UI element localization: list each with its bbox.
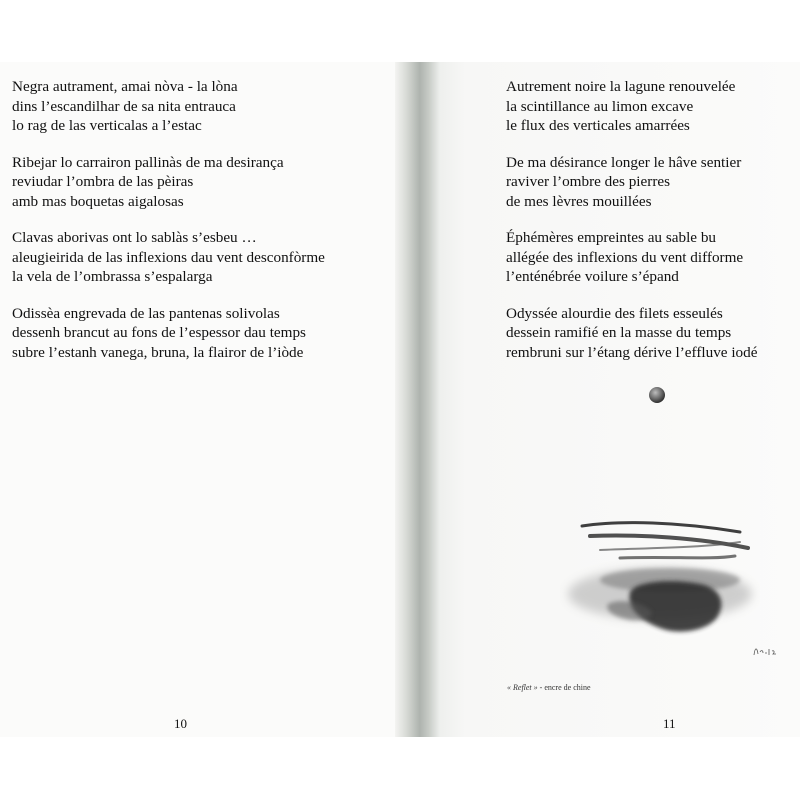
stanza (12, 77, 392, 136)
poem-line: Clavas aborivas ont lo sablàs s’esbeu … (12, 229, 257, 246)
artist-signature (752, 643, 778, 659)
poem-line: Autrement noire la lagune renouvelée (506, 78, 736, 95)
poem-line: Odissèa engrevada de las pantenas solivolas (12, 304, 280, 322)
poem-line: dins l’escandilhar de sa nita entrauca (12, 97, 236, 115)
poem-line: le flux des verticales amarrées (506, 117, 690, 134)
poem-line: amb mas boquetas aigalosas (12, 192, 184, 210)
book-gutter (395, 62, 440, 737)
caption-title: « Reflet » (507, 683, 538, 692)
poem-line: Negra autrament, amai nòva - la lòna (12, 78, 238, 95)
poem-line: la scintillance au limon excave (506, 97, 694, 115)
stanza (506, 153, 796, 212)
poem-line: aleugieirida de las inflexions dau vent desconfòrme (12, 248, 325, 266)
poem-line: Odyssée alourdie des filets esseulés (506, 304, 723, 322)
stanza (12, 153, 392, 212)
poem-line: Ribejar lo carrairon pallinàs de ma desirança (12, 153, 284, 171)
ink-dot-illustration (646, 384, 668, 406)
poem-line: lo rag de las verticalas a l’estac (12, 117, 202, 134)
poem-line: reviudar l’ombra de las pèiras (12, 173, 194, 190)
caption-medium: - encre de chine (537, 683, 591, 692)
stanza (12, 304, 392, 363)
french-poem (506, 77, 796, 379)
poem-line: la vela de l’ombrassa s’espalarga (12, 268, 213, 285)
stanza (12, 228, 392, 287)
page-number-left: 10 (174, 716, 187, 731)
poem-line: dessein ramifié en la masse du temps (506, 324, 732, 341)
poem-line: l’enténébrée voilure s’épand (506, 268, 679, 285)
poem-line: de mes lèvres mouillées (506, 192, 652, 210)
poem-line: rembruni sur l’étang dérive l’effluve iodé (506, 343, 758, 361)
poem-line: De ma désirance longer le hâve sentier (506, 153, 742, 171)
poem-line: subre l’estanh vanega, bruna, la flairor de l’iòde (12, 343, 304, 361)
illustration-caption (507, 683, 591, 692)
poem-line: Éphémères empreintes au sable bu (506, 229, 717, 246)
poem-line: dessenh brancut au fons de l’espessor dau temps (12, 324, 306, 341)
ink-wash-illustration (560, 512, 760, 657)
stanza (506, 77, 796, 136)
occitan-poem (12, 77, 392, 379)
page-number-right: 11 (663, 716, 676, 731)
stanza (506, 304, 796, 363)
stanza (506, 228, 796, 287)
poem-line: allégée des inflexions du vent difforme (506, 248, 744, 266)
poem-line: raviver l’ombre des pierres (506, 173, 671, 190)
